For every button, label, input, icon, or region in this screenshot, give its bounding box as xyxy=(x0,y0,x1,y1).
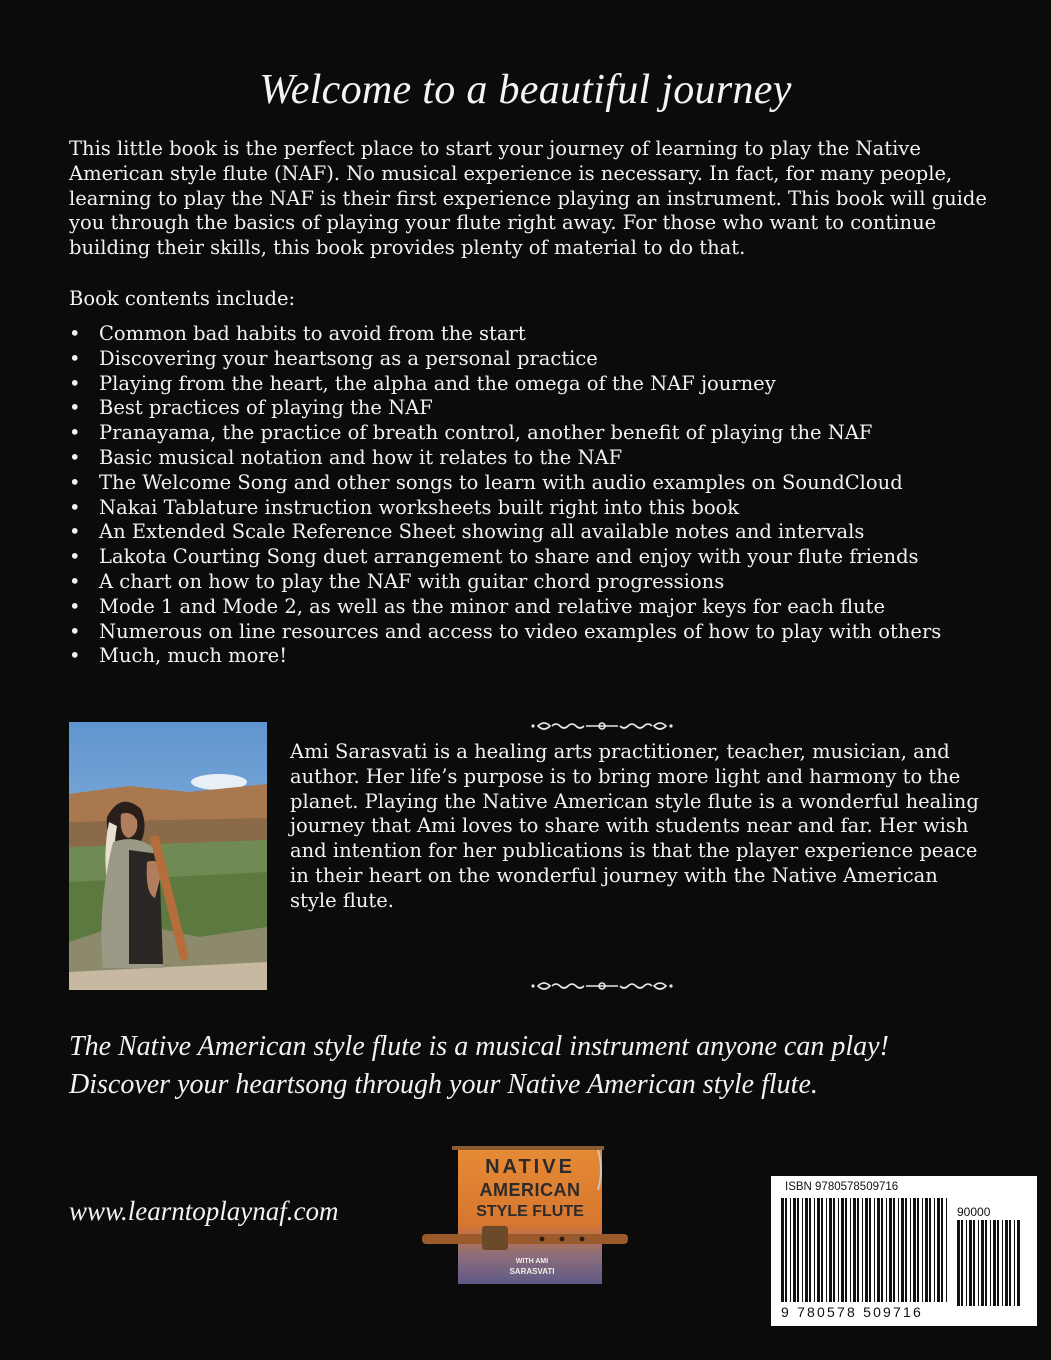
bullet-icon: • xyxy=(69,322,81,345)
list-item: • Lakota Courting Song duet arrangement to share and enjoy with your flute friends xyxy=(69,545,919,569)
author-photo xyxy=(69,722,267,990)
tagline: The Native American style flute is a musical instrument anyone can play! Discover your heartsong through your Native American style flute. xyxy=(69,1031,889,1100)
list-item: • A chart on how to play the NAF with guitar chord progressions xyxy=(69,569,725,593)
logo-line-1: NATIVE xyxy=(485,1156,575,1178)
book-logo xyxy=(422,1146,630,1286)
logo-author: SARASVATI xyxy=(509,1267,555,1276)
list-item: • Common bad habits to avoid from the start xyxy=(69,322,526,345)
list-item: • Numerous on line resources and access to video examples of how to play with others xyxy=(69,619,942,643)
bullet-icon: • xyxy=(69,520,81,544)
list-item: • Best practices of playing the NAF xyxy=(69,396,433,420)
list-item: • Mode 1 and Mode 2, as well as the minor and relative major keys for each flute xyxy=(69,594,886,618)
price-code: 90000 xyxy=(957,1205,991,1219)
bullet-icon: • xyxy=(69,569,81,593)
bullet-icon: • xyxy=(69,421,81,445)
intro-paragraph: This little book is the perfect place to start your journey of learning to play the Native American style flute (NAF). No musical experience is necessary. In fact, for many people, learning to play the NAF is their first experience playing an instrument. This book will guide you through the basics of playing your flute right away. For those who want to continue building their skills, this book provides plenty of material to do that. xyxy=(69,137,987,260)
page-title: Welcome to a beautiful journey xyxy=(259,67,792,113)
list-item: • Much, much more! xyxy=(69,644,288,668)
list-item: • An Extended Scale Reference Sheet showing all available notes and intervals xyxy=(69,520,865,544)
list-item: • Basic musical notation and how it relates to the NAF xyxy=(69,445,623,469)
logo-line-2: AMERICAN xyxy=(479,1180,581,1200)
bullet-icon: • xyxy=(69,495,81,519)
barcode-bars-icon xyxy=(781,1198,951,1302)
contents-list xyxy=(69,322,999,669)
ornament-divider-icon xyxy=(530,979,674,993)
bullet-icon: • xyxy=(69,396,81,420)
isbn-label: ISBN 9780578509716 xyxy=(785,1181,899,1193)
bullet-icon: • xyxy=(69,445,81,469)
bullet-icon: • xyxy=(69,346,81,370)
isbn-barcode xyxy=(771,1176,1037,1326)
bullet-icon: • xyxy=(69,594,81,618)
logo-line-3: STYLE FLUTE xyxy=(476,1203,584,1220)
list-item: • Pranayama, the practice of breath control, another benefit of playing the NAF xyxy=(69,421,873,445)
price-barcode-icon xyxy=(957,1220,1023,1306)
list-item: • Discovering your heartsong as a personal practice xyxy=(69,346,598,370)
bullet-icon: • xyxy=(69,545,81,569)
list-item: • The Welcome Song and other songs to learn with audio examples on SoundCloud xyxy=(69,470,903,494)
bullet-icon: • xyxy=(69,619,81,643)
bullet-icon: • xyxy=(69,470,81,494)
author-bio: Ami Sarasvati is a healing arts practitioner, teacher, musician, and author. Her life’s purpose is to bring more light and harmony to the planet. Playing the Native American style flute is a wonderful healing journey that Ami loves to share with students near and far. Her wish and intention for her publications is that the player experience peace in their heart on the wonderful journey with the Native American style flute. xyxy=(290,740,979,912)
list-item: • Nakai Tablature instruction worksheets built right into this book xyxy=(69,495,740,519)
ornament-divider-icon xyxy=(530,719,674,733)
list-item: • Playing from the heart, the alpha and the omega of the NAF journey xyxy=(69,371,776,395)
bullet-icon: • xyxy=(69,371,81,395)
logo-with-label: WITH AMI xyxy=(515,1258,549,1265)
contents-label: Book contents include: xyxy=(69,287,296,310)
bullet-icon: • xyxy=(69,644,81,668)
website-link[interactable]: www.learntoplaynaf.com xyxy=(69,1196,339,1226)
barcode-digits: 9 780578 509716 xyxy=(781,1304,923,1320)
